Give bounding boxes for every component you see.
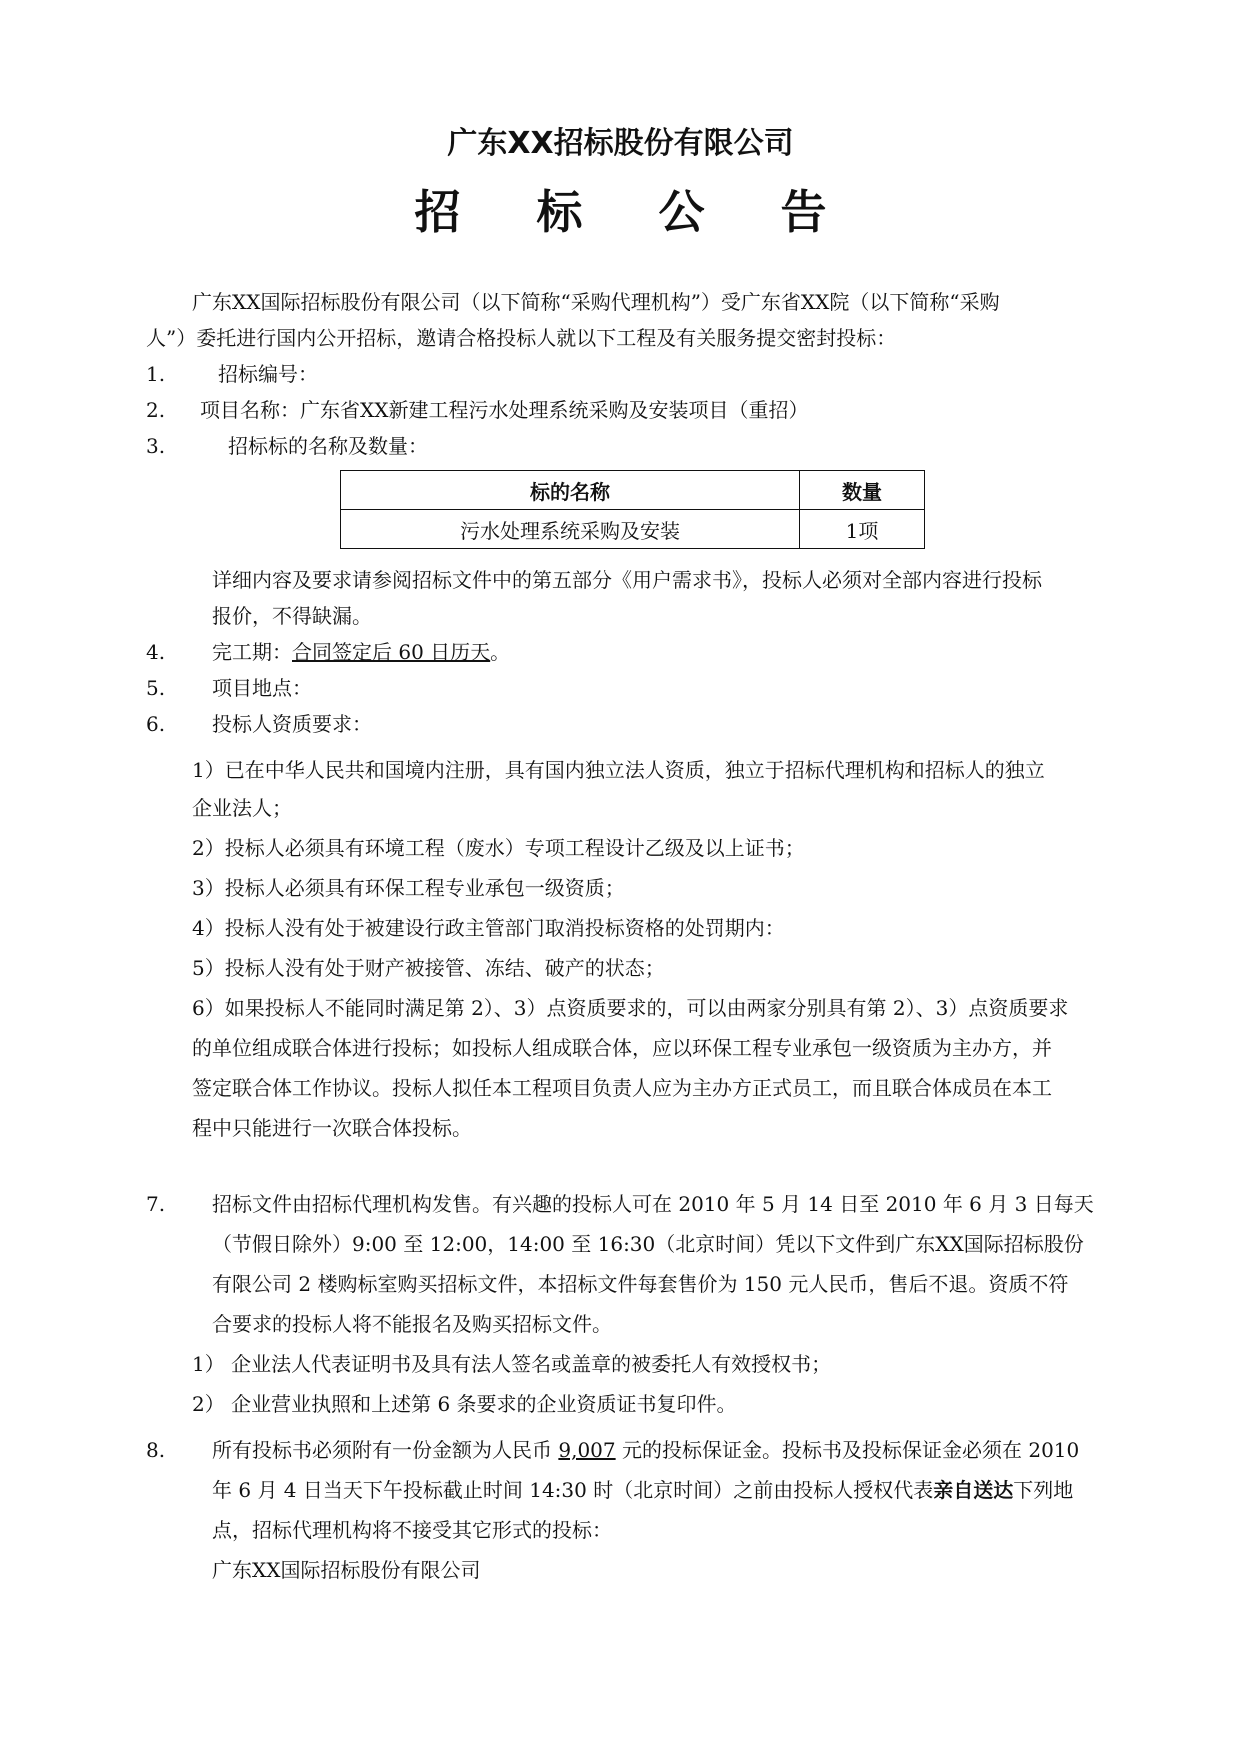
notice-title: 招 标 公 告: [414, 185, 857, 239]
intro-line-1: 广东XX国际招标股份有限公司（以下简称“采购代理机构”）受广东省XX院（以下简称“采购: [192, 290, 1000, 314]
intro-line-2: 人”）委托进行国内公开招标，邀请合格投标人就以下工程及有关服务提交密封投标：: [146, 326, 897, 350]
requirement-6a: 6）如果投标人不能同时满足第 2）、3）点资质要求的，可以由两家分别具有第 2）、3）点资质要求: [192, 996, 1069, 1020]
item-6-label: 投标人资质要求：: [212, 712, 372, 736]
item-3-number: 3.: [146, 434, 166, 458]
item-1-text: 招标编号：: [218, 362, 318, 386]
item-1-number: 1.: [146, 362, 166, 386]
item-7-doc-2: 2） 企业营业执照和上述第 6 条要求的企业资质证书复印件。: [192, 1392, 737, 1416]
item-7-doc-1: 1） 企业法人代表证明书及具有法人签名或盖章的被委托人有效授权书；: [192, 1352, 832, 1376]
item-8-line-1-a: 所有投标书必须附有一份金额为人民币: [212, 1438, 559, 1462]
requirement-6d: 程中只能进行一次联合体投标。: [192, 1116, 472, 1140]
requirement-3: 3）投标人必须具有环保工程专业承包一级资质；: [192, 876, 625, 900]
item-8-line-4: 广东XX国际招标股份有限公司: [212, 1558, 481, 1582]
item-7-number: 7.: [146, 1192, 166, 1216]
item-6-number: 6.: [146, 712, 166, 736]
requirement-1b: 企业法人；: [192, 796, 292, 820]
requirement-1a: 1）已在中华人民共和国境内注册，具有国内独立法人资质，独立于招标代理机构和招标人的独立: [192, 758, 1045, 782]
item-7-line-1: 招标文件由招标代理机构发售。有兴趣的投标人可在 2010 年 5 月 14 日至 2010 年 6 月 3 日每天: [212, 1192, 1094, 1216]
table-header-name: 标的名称: [341, 471, 800, 510]
item-7-line-4: 合要求的投标人将不能报名及购买招标文件。: [212, 1312, 612, 1336]
requirement-6b: 的单位组成联合体进行投标；如投标人组成联合体，应以环保工程专业承包一级资质为主办方，并: [192, 1036, 1052, 1060]
table-header-qty: 数量: [800, 471, 925, 510]
item-3-text: 招标标的名称及数量：: [228, 434, 428, 458]
requirement-4: 4）投标人没有处于被建设行政主管部门取消投标资格的处罚期内：: [192, 916, 785, 940]
item-8-line-2-a: 年 6 月 4 日当天下午投标截止时间 14:30 时（北京时间）之前由投标人授权代表: [212, 1478, 934, 1502]
item-4-end: 。: [490, 640, 511, 664]
deposit-amount: 9,007: [558, 1438, 616, 1462]
item-7-line-2: （节假日除外）9:00 至 12:00，14:00 至 16:30（北京时间）凭以下文件到广东XX国际招标股份: [212, 1232, 1084, 1256]
requirement-5: 5）投标人没有处于财产被接管、冻结、破产的状态；: [192, 956, 665, 980]
item-2-number: 2.: [146, 398, 166, 422]
bid-items-table: [340, 470, 925, 549]
item-8-line-1: [212, 1436, 1079, 1464]
table-cell-name: 污水处理系统采购及安装: [341, 510, 800, 549]
completion-period: 合同签定后 60 日历天: [292, 640, 491, 664]
company-title: 广东XX招标股份有限公司: [447, 126, 794, 161]
item-8-number: 8.: [146, 1438, 166, 1462]
table-header-row: [341, 471, 925, 510]
item-7-line-3: 有限公司 2 楼购标室购买招标文件，本招标文件每套售价为 150 元人民币，售后不退。资质不符: [212, 1272, 1069, 1296]
item-8-line-2: [212, 1476, 1073, 1504]
requirement-6c: 签定联合体工作协议。投标人拟任本工程项目负责人应为主办方正式员工，而且联合体成员在本工: [192, 1076, 1052, 1100]
item-5-label: 项目地点：: [212, 676, 312, 700]
item-8-line-2-b: 下列地: [1013, 1478, 1074, 1502]
table-cell-qty: 1项: [800, 510, 925, 549]
item-3-note-line-2: 报价，不得缺漏。: [212, 604, 372, 628]
table-row: [341, 510, 925, 549]
item-3-note-line-1: 详细内容及要求请参阅招标文件中的第五部分《用户需求书》，投标人必须对全部内容进行投标: [212, 568, 1042, 592]
item-8-line-3: 点，招标代理机构将不接受其它形式的投标：: [212, 1518, 612, 1542]
requirement-2: 2）投标人必须具有环境工程（废水）专项工程设计乙级及以上证书；: [192, 836, 805, 860]
item-4-label: 完工期：: [212, 640, 292, 664]
item-8-line-1-b: 元的投标保证金。投标书及投标保证金必须在 2010: [615, 1438, 1080, 1462]
item-4-content: [212, 638, 510, 666]
item-4-number: 4.: [146, 640, 166, 664]
delivery-emphasis: 亲自送达: [933, 1478, 1014, 1502]
item-5-number: 5.: [146, 676, 166, 700]
item-2-text: 项目名称：广东省XX新建工程污水处理系统采购及安装项目（重招）: [200, 398, 809, 422]
